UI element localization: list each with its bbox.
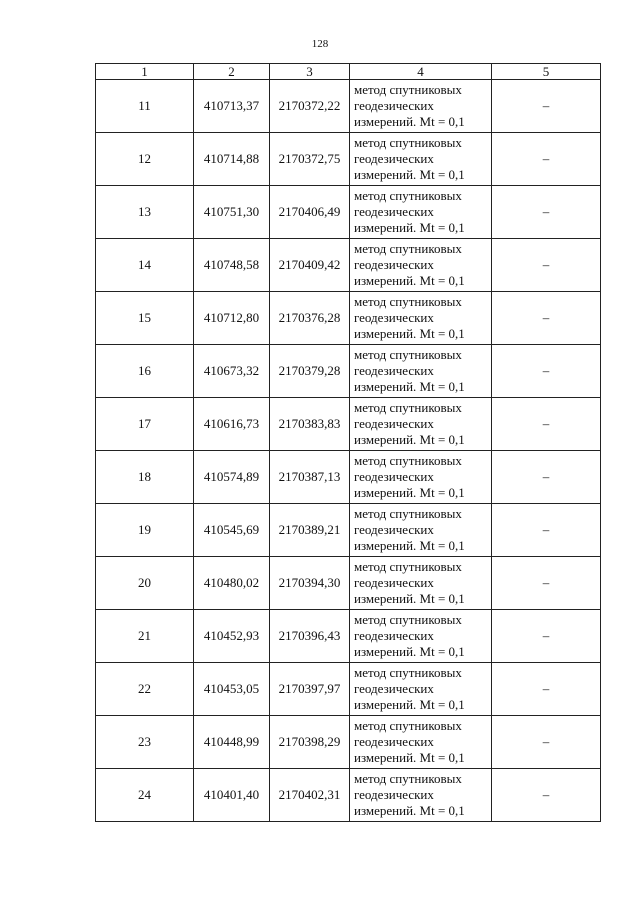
point-number-cell: 21 — [96, 610, 194, 663]
table-row — [96, 80, 601, 133]
method-line: метод спутниковых — [354, 771, 462, 786]
note-cell: – — [492, 239, 601, 292]
method-line: геодезических — [354, 98, 434, 113]
method-line: метод спутниковых — [354, 506, 462, 521]
method-line: измерений. Mt = 0,1 — [354, 326, 465, 341]
coordinate-y-cell: 2170389,21 — [270, 504, 350, 557]
point-number-cell: 18 — [96, 451, 194, 504]
coordinate-x-cell: 410448,99 — [194, 716, 270, 769]
note-cell: – — [492, 398, 601, 451]
note-cell: – — [492, 504, 601, 557]
coordinate-x-cell: 410545,69 — [194, 504, 270, 557]
method-line: геодезических — [354, 416, 434, 431]
coordinate-x-cell: 410574,89 — [194, 451, 270, 504]
table-row — [96, 610, 601, 663]
page-number: 128 — [311, 38, 329, 50]
method-line: метод спутниковых — [354, 665, 462, 680]
table-row — [96, 557, 601, 610]
point-number-cell: 13 — [96, 186, 194, 239]
table-header-row — [96, 64, 601, 80]
method-line: геодезических — [354, 628, 434, 643]
coordinates-table — [95, 63, 601, 822]
note-cell: – — [492, 610, 601, 663]
method-line: метод спутниковых — [354, 612, 462, 627]
coordinate-y-cell: 2170398,29 — [270, 716, 350, 769]
method-line: метод спутниковых — [354, 559, 462, 574]
method-line: геодезических — [354, 363, 434, 378]
method-cell — [350, 716, 492, 769]
method-line: метод спутниковых — [354, 453, 462, 468]
table-row — [96, 504, 601, 557]
method-cell — [350, 239, 492, 292]
table-row — [96, 345, 601, 398]
method-line: геодезических — [354, 469, 434, 484]
method-line: измерений. Mt = 0,1 — [354, 485, 465, 500]
method-line: геодезических — [354, 257, 434, 272]
method-line: метод спутниковых — [354, 718, 462, 733]
point-number-cell: 14 — [96, 239, 194, 292]
method-line: измерений. Mt = 0,1 — [354, 538, 465, 553]
coordinate-y-cell: 2170376,28 — [270, 292, 350, 345]
point-number-cell: 20 — [96, 557, 194, 610]
coordinate-x-cell: 410748,58 — [194, 239, 270, 292]
table-row — [96, 451, 601, 504]
method-line: измерений. Mt = 0,1 — [354, 644, 465, 659]
method-line: измерений. Mt = 0,1 — [354, 167, 465, 182]
method-line: метод спутниковых — [354, 294, 462, 309]
note-cell: – — [492, 80, 601, 133]
method-line: измерений. Mt = 0,1 — [354, 432, 465, 447]
note-cell: – — [492, 345, 601, 398]
method-line: метод спутниковых — [354, 135, 462, 150]
method-cell — [350, 186, 492, 239]
method-line: геодезических — [354, 575, 434, 590]
table-row — [96, 716, 601, 769]
note-cell: – — [492, 292, 601, 345]
point-number-cell: 17 — [96, 398, 194, 451]
column-header: 3 — [270, 64, 350, 80]
point-number-cell: 23 — [96, 716, 194, 769]
coordinate-x-cell: 410751,30 — [194, 186, 270, 239]
column-header: 4 — [350, 64, 492, 80]
table-row — [96, 398, 601, 451]
method-line: измерений. Mt = 0,1 — [354, 114, 465, 129]
method-cell — [350, 557, 492, 610]
coordinate-x-cell: 410713,37 — [194, 80, 270, 133]
method-cell — [350, 610, 492, 663]
coordinate-y-cell: 2170409,42 — [270, 239, 350, 292]
coordinate-x-cell: 410673,32 — [194, 345, 270, 398]
coordinate-y-cell: 2170372,22 — [270, 80, 350, 133]
method-line: измерений. Mt = 0,1 — [354, 220, 465, 235]
note-cell: – — [492, 451, 601, 504]
method-cell — [350, 663, 492, 716]
note-cell: – — [492, 716, 601, 769]
method-line: геодезических — [354, 734, 434, 749]
column-header: 5 — [492, 64, 601, 80]
coordinate-x-cell: 410453,05 — [194, 663, 270, 716]
method-line: геодезических — [354, 151, 434, 166]
note-cell: – — [492, 133, 601, 186]
coordinate-y-cell: 2170394,30 — [270, 557, 350, 610]
table-row — [96, 133, 601, 186]
point-number-cell: 11 — [96, 80, 194, 133]
method-line: измерений. Mt = 0,1 — [354, 697, 465, 712]
table-row — [96, 663, 601, 716]
method-line: измерений. Mt = 0,1 — [354, 803, 465, 818]
note-cell: – — [492, 557, 601, 610]
point-number-cell: 16 — [96, 345, 194, 398]
coordinate-x-cell: 410452,93 — [194, 610, 270, 663]
note-cell: – — [492, 663, 601, 716]
method-cell — [350, 398, 492, 451]
coordinate-y-cell: 2170396,43 — [270, 610, 350, 663]
coordinate-x-cell: 410714,88 — [194, 133, 270, 186]
method-line: метод спутниковых — [354, 347, 462, 362]
method-line: метод спутниковых — [354, 82, 462, 97]
table-row — [96, 239, 601, 292]
method-cell — [350, 80, 492, 133]
column-header: 1 — [96, 64, 194, 80]
coordinate-y-cell: 2170387,13 — [270, 451, 350, 504]
coordinate-y-cell: 2170379,28 — [270, 345, 350, 398]
point-number-cell: 15 — [96, 292, 194, 345]
table-row — [96, 769, 601, 822]
note-cell: – — [492, 769, 601, 822]
point-number-cell: 24 — [96, 769, 194, 822]
coordinate-y-cell: 2170397,97 — [270, 663, 350, 716]
point-number-cell: 19 — [96, 504, 194, 557]
method-cell — [350, 504, 492, 557]
coordinate-x-cell: 410616,73 — [194, 398, 270, 451]
method-cell — [350, 769, 492, 822]
table-row — [96, 186, 601, 239]
coordinate-x-cell: 410401,40 — [194, 769, 270, 822]
method-line: геодезических — [354, 681, 434, 696]
point-number-cell: 12 — [96, 133, 194, 186]
method-cell — [350, 345, 492, 398]
method-line: измерений. Mt = 0,1 — [354, 273, 465, 288]
coordinate-x-cell: 410712,80 — [194, 292, 270, 345]
point-number-cell: 22 — [96, 663, 194, 716]
method-line: метод спутниковых — [354, 188, 462, 203]
method-line: измерений. Mt = 0,1 — [354, 750, 465, 765]
column-header: 2 — [194, 64, 270, 80]
method-cell — [350, 133, 492, 186]
method-cell — [350, 451, 492, 504]
coordinate-y-cell: 2170383,83 — [270, 398, 350, 451]
method-line: геодезических — [354, 522, 434, 537]
coordinate-x-cell: 410480,02 — [194, 557, 270, 610]
method-line: геодезических — [354, 204, 434, 219]
table-row — [96, 292, 601, 345]
coordinate-y-cell: 2170372,75 — [270, 133, 350, 186]
method-line: геодезических — [354, 787, 434, 802]
note-cell: – — [492, 186, 601, 239]
method-line: метод спутниковых — [354, 400, 462, 415]
table-body — [96, 80, 601, 822]
method-line: измерений. Mt = 0,1 — [354, 379, 465, 394]
coordinate-y-cell: 2170402,31 — [270, 769, 350, 822]
method-line: измерений. Mt = 0,1 — [354, 591, 465, 606]
method-cell — [350, 292, 492, 345]
method-line: геодезических — [354, 310, 434, 325]
method-line: метод спутниковых — [354, 241, 462, 256]
coordinate-y-cell: 2170406,49 — [270, 186, 350, 239]
